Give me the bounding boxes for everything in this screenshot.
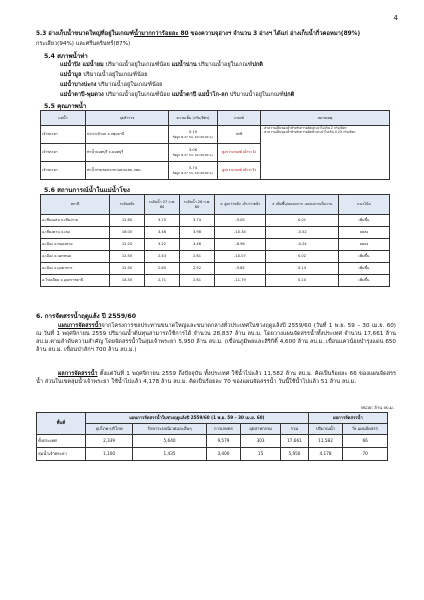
s6-result-paragraph: [36, 370, 396, 386]
table-row: [41, 215, 390, 227]
section-5-6-title: 5.6 สถานการณ์น้ำในแม่น้ำโขง: [44, 187, 130, 194]
wq-cell-value: [169, 162, 218, 180]
mk-cell: -9.85: [215, 263, 266, 275]
table-row: [41, 263, 390, 275]
wq-header-river: แม่น้ำ: [41, 111, 86, 126]
table-row: [37, 435, 388, 448]
mk-cell: 2.65: [145, 263, 180, 275]
mk-cell: เพิ่มขึ้น: [339, 215, 390, 227]
mk-cell: -11.79: [215, 275, 266, 287]
alloc-sub: อุตสาหกรรม: [241, 424, 281, 435]
mk-cell: 12.50: [110, 263, 145, 275]
mk-cell: 2.71: [145, 275, 180, 287]
s54-r3-river: แม่น้ำบางปะกง: [60, 82, 97, 88]
section-5-3-line2: กระเสียว(94%) และศรีนครินทร์(87%): [36, 41, 131, 47]
table-row: [37, 448, 388, 461]
s54-row2: [60, 71, 396, 79]
wq-cell-point: ประปาสำแล จ.ปทุมธานี: [86, 126, 169, 144]
mk-cell: 12.20: [110, 239, 145, 251]
allocation-table: [36, 412, 388, 461]
unit-label: หน่วย: ล้าน ลบ.ม.: [361, 405, 394, 410]
mk-cell: -10.34: [215, 227, 266, 239]
wq-cell-river: เจ้าพระยา: [41, 126, 86, 144]
mk-cell: -10.07: [215, 251, 266, 263]
wq-header-point: จุดสำรวจ: [86, 111, 169, 126]
mk-cell: 14.50: [110, 275, 145, 287]
s54-r1-status2: ปริมาณน้ำอยู่ในเกณฑ์: [196, 62, 253, 68]
mk-header-level-26: ระดับน้ำ 26 ก.พ. 60: [180, 195, 215, 215]
s54-r4-river: แม่น้ำตาปี-พุมดวง: [60, 92, 104, 98]
mk-cell: 0.02: [266, 251, 339, 263]
alloc-cell: 4,178: [308, 448, 343, 461]
mk-cell: -8.98: [215, 239, 266, 251]
wq-cell-status: สูงกว่าเกณฑ์ เฝ้าระวัง: [218, 162, 261, 180]
alloc-cell: 1,100: [86, 448, 133, 461]
alloc-cell: 11,582: [308, 435, 343, 448]
mk-cell: 0.13: [266, 263, 339, 275]
wq-value: 0.19: [188, 130, 197, 135]
wq-note1: - ค่าความเค็มของน้ำสำหรับการผลิตประปาไม่เกิน 2 กรัม/ลิตร: [262, 126, 347, 130]
s54-r4-normal: ปกติ: [283, 92, 295, 98]
s6-plan-label: แผนการจัดสรรน้ำ: [58, 323, 102, 329]
s54-row1: [60, 61, 396, 69]
wq-cell-river: เจ้าพระยา: [41, 162, 86, 180]
s53-text-underline: น้ำมากกว่าร้อยละ 80: [133, 31, 189, 37]
mk-cell: -9.05: [215, 215, 266, 227]
mk-cell: 3.46: [145, 227, 180, 239]
wq-note2: - ค่าความเค็มของน้ำสำหรับการผลิตน้ำประปาไม่เกิน 0.25 กรัม/ลิตร: [262, 130, 356, 135]
s54-r3-status: ปริมาณน้ำอยู่ในเกณฑ์น้อย: [96, 82, 163, 88]
alloc-cell: 9,579: [206, 435, 240, 448]
mk-cell: 3.98: [180, 227, 215, 239]
mk-cell: 2.61: [180, 275, 215, 287]
mk-cell: 3.75: [145, 215, 180, 227]
s54-row3: [60, 81, 396, 89]
mk-cell: 12.50: [110, 251, 145, 263]
alloc-sub: ปริมาณน้ำ: [308, 424, 343, 435]
alloc-cell: 2,339: [86, 435, 133, 448]
s54-r1-normal: ปกติ: [252, 62, 263, 68]
wq-cell-river: เจ้าพระยา: [41, 144, 86, 162]
alloc-cell: 15: [241, 448, 281, 461]
mk-header-trend: แนวโน้ม: [339, 195, 390, 215]
alloc-cell: 66: [343, 435, 388, 448]
alloc-sub: % แผนจัดสรร: [343, 424, 388, 435]
mk-cell: 12.80: [110, 215, 145, 227]
page-number: 4: [393, 14, 398, 22]
alloc-sub: อุปโภค-บริโภค: [86, 424, 133, 435]
mk-header-level-27: ระดับน้ำ 27 ก.พ. 60: [145, 195, 180, 215]
mekong-table: [40, 194, 390, 287]
section-5-5-title: 5.5 คุณภาพน้ำ: [44, 103, 87, 110]
mk-cell: 0.10: [266, 275, 339, 287]
alloc-cell: 17,661: [281, 435, 309, 448]
mk-cell: 16.00: [110, 227, 145, 239]
alloc-header-area: พื้นที่: [37, 413, 86, 435]
mk-cell: เพิ่มขึ้น: [339, 275, 390, 287]
mk-cell: อ.เมือง จ.นครพนม: [41, 251, 110, 263]
alloc-header-result: ผลการจัดสรรน้ำ: [308, 413, 387, 424]
wq-date: ข้อมูล ณ 27 ก.พ. 60 (08.00 น.): [172, 170, 214, 175]
mk-header-diff-day: ± เพิ่มขึ้น/ลดลงจาก -ลดลงจากเมื่อวาน: [266, 195, 339, 215]
mk-cell: เพิ่มขึ้น: [339, 263, 390, 275]
alloc-cell: 5,640: [133, 435, 207, 448]
table-row: [41, 126, 390, 144]
mk-cell: 3.74: [180, 215, 215, 227]
mk-cell: อ.โขงเจียม จ.อุบลราชธานี: [41, 275, 110, 287]
mk-cell: เพิ่มขึ้น: [339, 251, 390, 263]
mk-cell: อ.เชียงคาน จ.เลย: [41, 227, 110, 239]
alloc-sub: การเกษตร: [206, 424, 240, 435]
alloc-cell: 3,400: [206, 448, 240, 461]
s54-r4-status: ปริมาณน้ำอยู่ในเกณฑ์น้อย: [103, 92, 172, 98]
mk-cell: 0.01: [266, 215, 339, 227]
alloc-cell: 5,950: [281, 448, 309, 461]
wq-cell-note: [261, 126, 390, 180]
alloc-header-plan: แผนการจัดสรรน้ำในช่วงฤดูแล้งปี 2559/60 (1 พ.ย. 59 – 30 เม.ย. 60): [86, 413, 309, 424]
alloc-cell: 70: [343, 448, 388, 461]
water-quality-table: [40, 110, 390, 180]
wq-cell-point: ท่าน้ำนนทบุรี จ.นนทบุรี: [86, 144, 169, 162]
s54-r1-river2: แม่น้ำน่าน: [171, 62, 197, 68]
wq-header-note: หมายเหตุ: [261, 111, 390, 126]
wq-value: 3.06: [188, 148, 197, 153]
s54-r1-status: ปริมาณน้ำอยู่ในเกณฑ์น้อย: [103, 62, 172, 68]
mk-cell: 2.43: [145, 251, 180, 263]
s54-row4: [60, 91, 396, 99]
mk-cell: อ.เมือง จ.มุกดาหาร: [41, 263, 110, 275]
s54-r4-status2: ปริมาณน้ำอยู่ในเกณฑ์: [228, 92, 284, 98]
mk-cell: ลดลง: [339, 239, 390, 251]
wq-cell-status: สูงกว่าเกณฑ์ เฝ้าระวัง: [218, 144, 261, 162]
alloc-sub: รวม: [281, 424, 309, 435]
mk-cell: 3.46: [180, 239, 215, 251]
s54-r4-river2: แม่น้ำตาปี แม่น้ำโก-ลก: [171, 92, 229, 98]
s53-text-b: ของความจุอ่างฯ จำนวน 3 อ่างฯ ได้แก่ อ่างเก็บน้ำกิ่วคอหมา(89%): [188, 31, 361, 37]
mk-cell: 2.61: [180, 251, 215, 263]
s6-plan-text: จากโครงการชลประทานขนาดใหญ่และขนาดกลางทั่วประเทศในช่วงฤดูแล้งปี 2559/60 (วันที่ 1 พ.ย. 59 – 30 เม.ย. 60) ณ วันที่ 1 พฤศจิกายน 2559 ปริมาณน้ำต้นทุนสามารถใช้การได้ จำนวน 28,837 ล้าน ลบ.ม. โดยวางแผนจัดสรรน้ำทั้งประเทศ จำนวน 17,661 ล้าน ลบ.ม.ตามลำดับความสำคัญ โดยจัดสรรน้ำในลุ่มเจ้าพระยา 5,950 ล้าน ลบ.ม. (เขื่อนภูมิพลและสิริกิติ์ 4,600 ล้าน ลบ.ม. เขื่อนแควน้อยบำรุงแดน 650 ล้าน ลบ.ม. เขื่อนป่าสักฯ 700 ล้าน ลบ.ม.): [36, 323, 396, 353]
alloc-cell: 1,435: [133, 448, 207, 461]
wq-date: ข้อมูล ณ 27 ก.พ. 60 (08.00 น.): [172, 134, 214, 139]
mk-cell: -0.52: [266, 227, 339, 239]
wq-cell-value: [169, 144, 218, 162]
mk-header-diff-bank: ± สูงกว่าตลิ่ง -ต่ำกว่าตลิ่ง: [215, 195, 266, 215]
s6-result-text: ตั้งแต่วันที่ 1 พฤศจิกายน 2559 ถึงปัจจุบัน ทั้งประเทศ ใช้น้ำไปแล้ว 11,582 ล้าน ลบ.ม. คิดเป็นร้อยละ 66 ของแผนจัดสรรน้ำ ส่วนในเขตลุ่มน้ำเจ้าพระยา ใช้น้ำไปแล้ว 4,178 ล้าน ลบ.ม. คิดเป็นร้อยละ 70 ของแผนจัดสรรน้ำ วันนี้ใช้น้ำไปแล้ว 51 ล้าน ลบ.ม.: [36, 371, 396, 385]
s6-plan-paragraph: [36, 322, 396, 354]
wq-cell-status: ปกติ: [218, 126, 261, 144]
mk-cell: 3.22: [145, 239, 180, 251]
table-row: [41, 251, 390, 263]
table-row: [41, 239, 390, 251]
section-6-title: 6. การจัดสรรน้ำฤดูแล้ง ปี 2559/60: [36, 313, 137, 320]
section-5-4-title: 5.4 สภาพน้ำท่า: [44, 53, 88, 60]
alloc-cell: 303: [241, 435, 281, 448]
wq-header-criteria: เกณฑ์: [218, 111, 261, 126]
wq-cell-value: [169, 126, 218, 144]
alloc-cell: ลุ่มน้ำเจ้าพระยา: [37, 448, 86, 461]
mk-cell: อ.เชียงแสน จ.เชียงราย: [41, 215, 110, 227]
mk-cell: อ.เมือง จ.หนองคาย: [41, 239, 110, 251]
alloc-cell: ทั้งประเทศ: [37, 435, 86, 448]
alloc-sub: รักษาระบบนิเวศและอื่นๆ: [133, 424, 207, 435]
s6-result-label: ผลการจัดสรรน้ำ: [58, 371, 98, 377]
s53-text-a: 5.3 อ่างเก็บน้ำขนาดใหญ่ที่อยู่ในเกณฑ์: [36, 31, 134, 37]
mk-header-bank: ระดับตลิ่ง: [110, 195, 145, 215]
s54-r2-river: แม่น้ำมูล: [60, 72, 82, 78]
mk-cell: 2.52: [180, 263, 215, 275]
s54-r1-river: แม่น้ำปิง แม่น้ำยม: [60, 62, 104, 68]
wq-date: ข้อมูล ณ 27 ก.พ. 60 (08.00 น.): [172, 152, 214, 157]
mk-cell: ลดลง: [339, 227, 390, 239]
wq-value: 5.74: [188, 166, 197, 171]
section-5-3-line1: [36, 30, 396, 38]
table-row: [41, 275, 390, 287]
s54-r2-status: ปริมาณน้ำอยู่ในเกณฑ์น้อย: [81, 72, 148, 78]
wq-cell-point: ท่าน้ำกรมชลประทานสามเสน กทม.: [86, 162, 169, 180]
table-row: [41, 227, 390, 239]
wq-header-salinity: ความเค็ม (กรัม/ลิตร): [169, 111, 218, 126]
mk-header-station: สถานี: [41, 195, 110, 215]
mk-cell: -0.24: [266, 239, 339, 251]
